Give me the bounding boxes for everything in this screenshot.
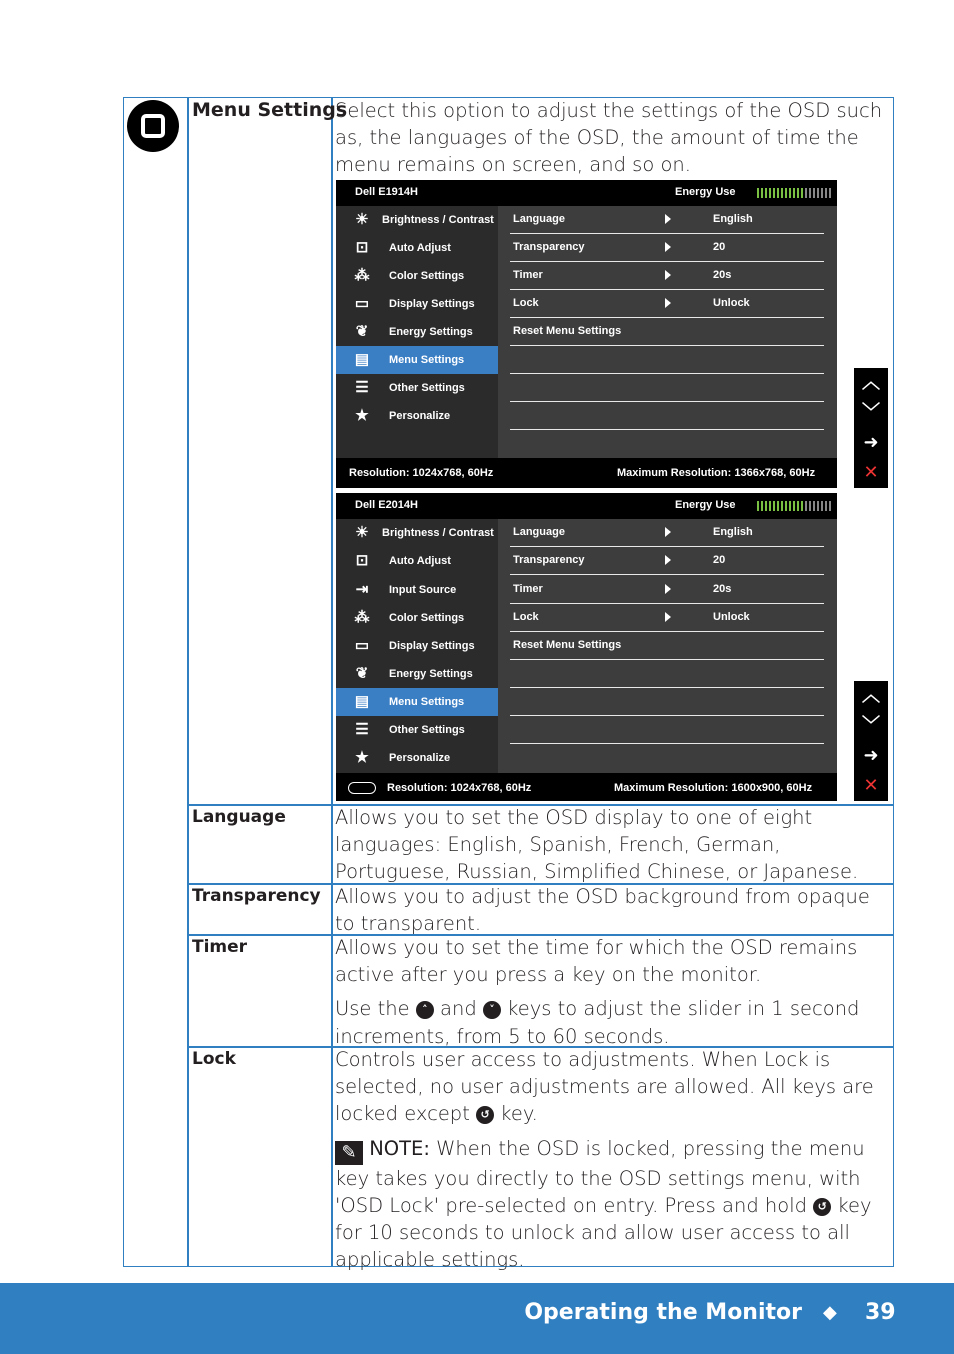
display-icon: ▭ [354, 295, 370, 312]
star-icon: ★ [355, 749, 369, 766]
energy-icon: ❦ [355, 665, 369, 682]
table-divider [187, 97, 189, 1267]
osd-screenshot-e2014h [336, 493, 837, 801]
energy-meter-empty [805, 188, 833, 198]
osd-max-resolution: Maximum Resolution: 1600x900, 60Hz [614, 782, 813, 794]
star-icon: ★ [355, 407, 369, 424]
sliders-icon: ☰ [355, 721, 369, 738]
arrow-right-icon [665, 555, 671, 565]
up-key-icon: ˄ [416, 1001, 434, 1019]
osd-menu-display[interactable]: ▭ Display Settings [336, 632, 498, 660]
down-key-icon[interactable]: ﹀ [862, 402, 880, 423]
osd-menu-menu-settings[interactable]: ▤ Menu Settings [336, 346, 498, 374]
lock-desc-para: Controls user access to adjustments. When Lock is selected, no user adjustments are allowed. All keys are locked except ↺ key. [335, 1048, 874, 1126]
osd-model: Dell E1914H [355, 186, 418, 198]
osd-menu [336, 519, 498, 773]
osd-row-empty [510, 716, 824, 744]
osd-row-transparency[interactable]: Transparency 20 [510, 234, 824, 262]
osd-menu-personalize[interactable]: ★ Personalize [336, 744, 498, 772]
color-icon: ⁂ [354, 267, 370, 284]
osd-header [336, 493, 837, 519]
osd-header [336, 180, 837, 206]
enter-key-icon[interactable]: ➜ [863, 432, 879, 453]
osd-row-lock[interactable]: Lock Unlock [510, 290, 824, 318]
menu-icon: ▤ [354, 351, 370, 368]
arrow-right-icon [665, 270, 671, 280]
osd-row-transparency[interactable]: Transparency 20 [510, 547, 824, 575]
osd-row-empty [510, 346, 824, 374]
footer-title: Operating the Monitor [524, 1300, 802, 1325]
osd-row-lock[interactable]: Lock Unlock [510, 604, 824, 632]
osd-menu-other[interactable]: ☰ Other Settings [336, 374, 498, 402]
brightness-icon: ☀ [355, 211, 369, 228]
exit-key-icon: ↺ [813, 1198, 831, 1216]
osd-row-empty [510, 374, 824, 402]
vga-connector-icon [348, 782, 376, 794]
page-footer [0, 1283, 954, 1354]
osd-menu-color[interactable]: ⁂ Color Settings [336, 262, 498, 290]
osd-submenu [498, 519, 837, 773]
lock-desc [335, 1046, 890, 1273]
osd-resolution: Resolution: 1024x768, 60Hz [349, 467, 494, 479]
exit-key-icon[interactable]: ✕ [863, 775, 879, 796]
osd-row-empty [510, 402, 824, 430]
transparency-desc: Allows you to adjust the OSD background from opaque to transparent. [335, 885, 870, 936]
osd-keys [854, 368, 888, 488]
exit-key-icon: ↺ [476, 1106, 494, 1124]
osd-menu-brightness[interactable]: ☀ Brightness / Contrast [336, 206, 498, 234]
menu-icon: ▤ [354, 693, 370, 710]
timer-desc-para: Allows you to set the time for which the OSD remains active after you press a key on the monitor. [335, 936, 858, 987]
osd-row-timer[interactable]: Timer 20s [510, 576, 824, 604]
arrow-right-icon [665, 242, 671, 252]
osd-screenshot-e1914h [336, 180, 837, 488]
osd-menu-auto-adjust[interactable]: ⊡ Auto Adjust [336, 547, 498, 575]
osd-menu-auto-adjust[interactable]: ⊡ Auto Adjust [336, 234, 498, 262]
energy-use-label: Energy Use [675, 499, 736, 511]
osd-footer [336, 460, 837, 488]
exit-key-icon[interactable]: ✕ [863, 462, 879, 483]
color-icon: ⁂ [354, 609, 370, 626]
display-icon: ▭ [354, 637, 370, 654]
osd-row-language[interactable]: Language English [510, 519, 824, 547]
osd-menu-brightness[interactable]: ☀ Brightness / Contrast [336, 519, 498, 547]
osd-menu-display[interactable]: ▭ Display Settings [336, 290, 498, 318]
lock-note: ✎ NOTE: When the OSD is locked, pressing the menu key takes you directly to the OSD settings menu, with 'OSD Lock' pre-selected on entry. Press and hold ↺ key for 10 seconds to unlock and allow user access to all applicable settings. [335, 1136, 872, 1272]
menu-settings-icon [127, 100, 179, 152]
arrow-right-icon [665, 584, 671, 594]
arrow-right-icon [665, 527, 671, 537]
enter-key-icon[interactable]: ➜ [863, 745, 879, 766]
osd-resolution: Resolution: 1024x768, 60Hz [387, 782, 532, 794]
energy-use-label: Energy Use [675, 186, 736, 198]
table-divider [331, 97, 333, 1267]
energy-meter-empty [805, 501, 833, 511]
osd-row-language[interactable]: Language English [510, 206, 824, 234]
osd-row-reset[interactable]: Reset Menu Settings [510, 318, 824, 346]
osd-max-resolution: Maximum Resolution: 1366x768, 60Hz [617, 467, 816, 479]
pencil-note-icon: ✎ [335, 1141, 363, 1165]
menu-settings-desc: Select this option to adjust the settings of the OSD such as, the languages of the OSD, the amount of time the menu remains on screen, and so on. [335, 99, 883, 177]
osd-menu-color[interactable]: ⁂ Color Settings [336, 604, 498, 632]
brightness-icon: ☀ [355, 524, 369, 541]
osd-keys [854, 681, 888, 801]
up-key-icon[interactable]: ︿ [862, 372, 880, 393]
osd-menu-energy[interactable]: ❦ Energy Settings [336, 660, 498, 688]
down-key-icon: ˅ [483, 1001, 501, 1019]
osd-menu-energy[interactable]: ❦ Energy Settings [336, 318, 498, 346]
sliders-icon: ☰ [355, 379, 369, 396]
page-number: 39 [865, 1300, 896, 1325]
auto-adjust-icon: ⊡ [355, 552, 369, 569]
timer-desc-keys: Use the ˄ and ˅ keys to adjust the slider in 1 second increments, from 5 to 60 seconds. [335, 997, 860, 1048]
language-desc: Allows you to set the OSD display to one of eight languages: English, Spanish, French, German, Portuguese, Russian, Simplified Chinese, or Japanese. [335, 806, 859, 884]
osd-submenu [498, 206, 837, 458]
input-source-icon: ⇥ [355, 581, 369, 598]
up-key-icon[interactable]: ︿ [862, 685, 880, 706]
menu-settings-term: Menu Settings [192, 99, 348, 121]
osd-menu-other[interactable]: ☰ Other Settings [336, 716, 498, 744]
osd-menu-input-source[interactable]: ⇥ Input Source [336, 576, 498, 604]
language-term: Language [192, 807, 286, 827]
arrow-right-icon [665, 298, 671, 308]
arrow-right-icon [665, 214, 671, 224]
osd-footer [336, 775, 837, 801]
diamond-icon: ◆ [823, 1302, 837, 1323]
timer-term: Timer [192, 937, 248, 957]
osd-menu [336, 206, 498, 458]
osd-menu-menu-settings[interactable]: ▤ Menu Settings [336, 688, 498, 716]
lock-term: Lock [192, 1049, 236, 1069]
osd-menu-personalize[interactable]: ★ Personalize [336, 402, 498, 430]
osd-model: Dell E2014H [355, 499, 418, 511]
timer-desc [335, 934, 890, 1050]
osd-row-timer[interactable]: Timer 20s [510, 262, 824, 290]
osd-row-empty [510, 688, 824, 716]
energy-icon: ❦ [355, 323, 369, 340]
auto-adjust-icon: ⊡ [355, 239, 369, 256]
down-key-icon[interactable]: ﹀ [862, 715, 880, 736]
transparency-term: Transparency [192, 886, 321, 906]
arrow-right-icon [665, 612, 671, 622]
osd-row-reset[interactable]: Reset Menu Settings [510, 632, 824, 660]
osd-row-empty [510, 660, 824, 688]
